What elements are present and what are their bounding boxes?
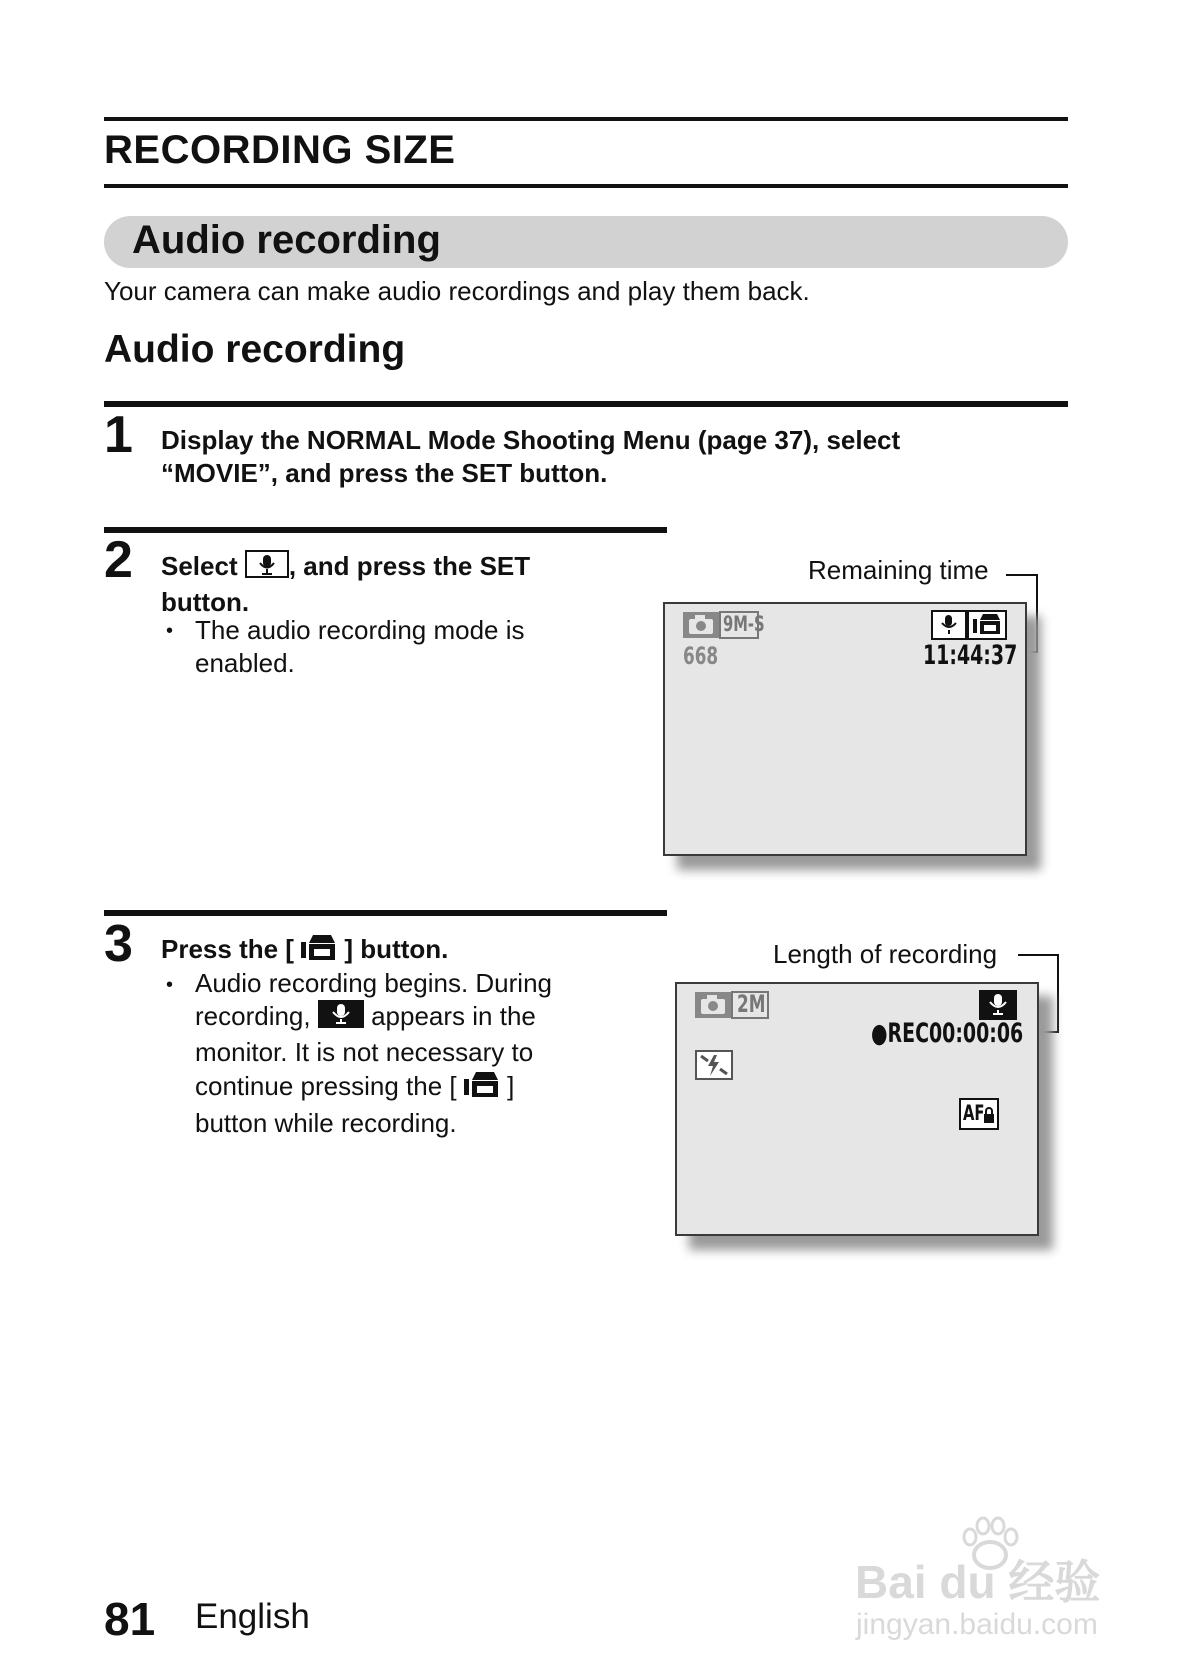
step2-bullet-text: [195, 614, 525, 680]
af-badge-label: AF: [963, 1101, 985, 1125]
step3-line4a: continue pressing the [: [195, 1071, 457, 1101]
watermark-brand: Bai du 经验: [855, 1556, 1101, 1608]
watermark-url: jingyan.baidu.com: [856, 1608, 1098, 1641]
step2-press-label: , and press the SET: [288, 551, 531, 581]
step3-bullet-text: [195, 967, 552, 1140]
step3-text: [161, 932, 448, 970]
intro-text: Your camera can make audio recordings and play them back.: [104, 276, 810, 306]
step2-bullet-line2: enabled.: [195, 648, 295, 678]
step3-press-label: Press the [: [161, 933, 294, 964]
microphone-icon: [979, 990, 1017, 1020]
movie-camera-icon: [301, 932, 337, 970]
lock-icon: [983, 1106, 995, 1124]
step2-select-label: Select: [161, 551, 238, 581]
title-bottom-rule: [104, 184, 1068, 188]
section-banner: [104, 216, 1068, 268]
monitor-screen-2: [675, 982, 1039, 1236]
step2-bullet-line1: The audio recording mode is: [195, 615, 525, 645]
step3-line2a: recording,: [195, 1001, 311, 1031]
step2-number: 2: [104, 531, 133, 589]
step1-line1: Display the NORMAL Mode Shooting Menu (page 37), select: [161, 425, 901, 455]
step3-line1: Audio recording begins. During: [195, 968, 552, 998]
page-language: English: [195, 1597, 310, 1636]
step2-text: [161, 550, 631, 619]
microphone-icon: [245, 550, 289, 586]
step3-line2b: appears in the: [371, 1001, 536, 1031]
shots-remaining: 668: [683, 642, 719, 670]
step3-number: 3: [104, 915, 133, 973]
step3-button-label: ] button.: [344, 933, 449, 964]
step3-line2: [195, 1000, 552, 1036]
step3-line4b: ]: [507, 1071, 515, 1101]
length-of-recording-callout: Length of recording: [773, 939, 998, 969]
step3-line3: monitor. It is not necessary to: [195, 1037, 534, 1068]
movie-camera-icon: [464, 1069, 500, 1107]
step3-line5: button while recording.: [195, 1108, 457, 1139]
step3-line4: [195, 1069, 552, 1107]
size-badge: 9M-S: [723, 612, 765, 636]
remaining-time-callout: Remaining time: [808, 555, 989, 585]
step3-bullet: •: [166, 974, 174, 996]
recording-length: ●REC00:00:06: [871, 1018, 1024, 1049]
step1-number: 1: [104, 406, 133, 464]
mode-icons: [931, 610, 1007, 640]
size-badge: 2M: [737, 990, 766, 1018]
step1-text: [161, 424, 900, 490]
remaining-time-value: 11:44:37: [923, 640, 1018, 671]
af-lock-icon: [959, 1098, 999, 1130]
step2-bullet: •: [166, 620, 174, 642]
step1-line2: “MOVIE”, and press the SET button.: [161, 458, 608, 488]
monitor-screen-1: [663, 602, 1027, 856]
step2-button-label: button.: [161, 587, 250, 618]
microphone-icon-filled: [318, 1000, 364, 1036]
section-title: Audio recording: [132, 218, 441, 262]
step1-rule: [104, 401, 1068, 407]
step3-rule: [104, 910, 667, 916]
subsection-title: Audio recording: [104, 328, 406, 371]
page-title: RECORDING SIZE: [104, 128, 456, 172]
step2-rule: [104, 527, 667, 533]
page-number: 81: [104, 1593, 156, 1645]
top-rule: [104, 117, 1068, 121]
flash-off-icon: [695, 1050, 733, 1080]
